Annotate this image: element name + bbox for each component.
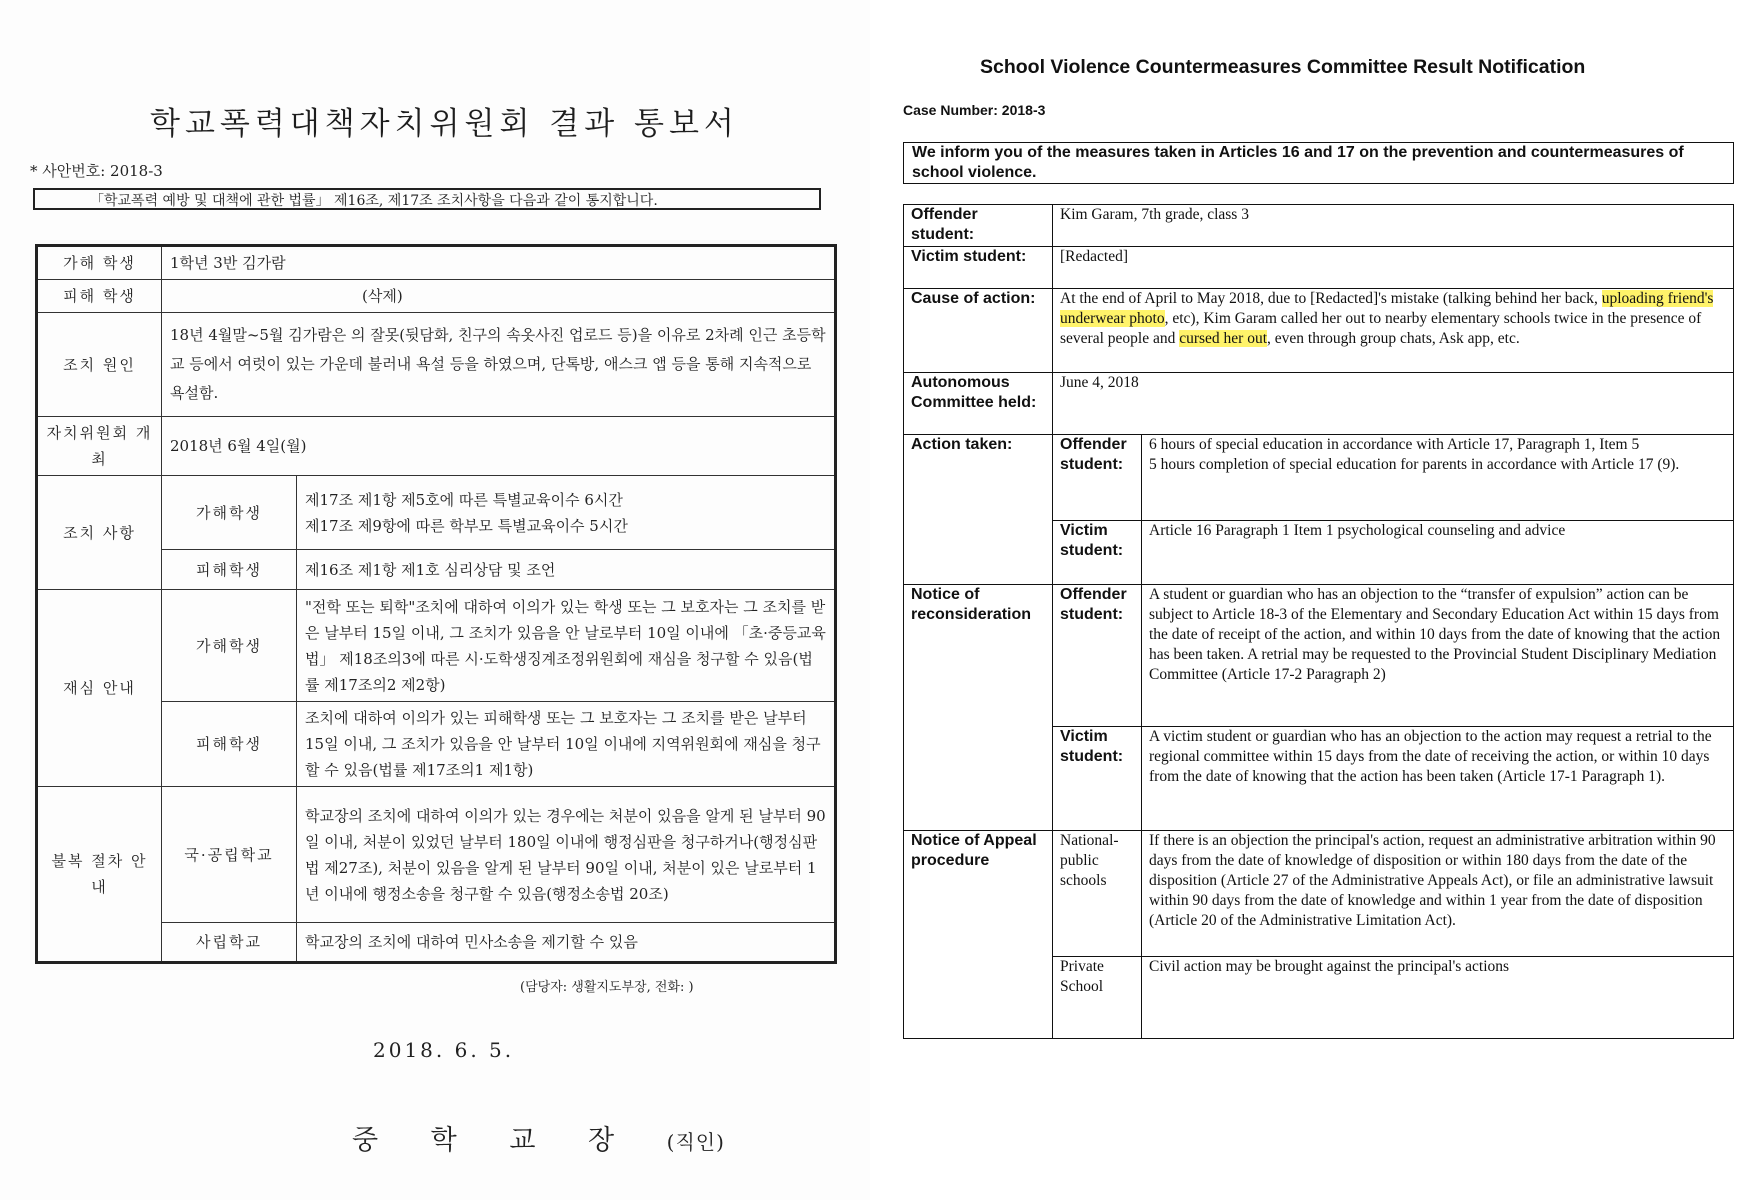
kr-appeal-public-value: 학교장의 조치에 대하여 이의가 있는 경우에는 처분이 있음을 알게 된 날부터 90일 이내, 처분이 있었던 날부터 180일 이내에 행정심판을 청구하거나(행정심판법 제27조), 처분이 있음을 알게 된 날부터 90일 이내, 처분이 있은 날로부터 1년 이내에 행정소송을 청구할 수 있음(행정소송법 20조) xyxy=(297,787,836,923)
en-offender-label: Offender student: xyxy=(904,205,1053,247)
kr-recon-victim-label: 피해학생 xyxy=(162,702,297,787)
en-cause-part-2: , etc), Kim Garam called her out to nearby elementary schools twice in the presence of several people and xyxy=(1060,310,1702,347)
kr-seal: (직인) xyxy=(666,1130,725,1154)
kr-date: 2018. 6. 5. xyxy=(373,1038,515,1062)
korean-intro-box: 「학교폭력 예방 및 대책에 관한 법률」 제16조, 제17조 조치사항을 다음과 같이 통지합니다. xyxy=(33,188,821,210)
en-cause-part-1: At the end of April to May 2018, due to [Redacted]'s mistake (talking behind her back, xyxy=(1060,290,1602,307)
kr-principal-signature xyxy=(352,1118,725,1157)
korean-case-number: * 사안번호: 2018-3 xyxy=(30,162,163,180)
en-action-victim-value: Article 16 Paragraph 1 Item 1 psychological counseling and advice xyxy=(1142,521,1734,585)
en-appeal-private-value: Civil action may be brought against the principal's actions xyxy=(1142,957,1734,1039)
en-victim-label: Victim student: xyxy=(904,247,1053,289)
en-cause-part-3: , even through group chats, Ask app, etc. xyxy=(1267,330,1520,347)
en-offender-value: Kim Garam, 7th grade, class 3 xyxy=(1053,205,1734,247)
kr-contact: (담당자: 생활지도부장, 전화: ) xyxy=(520,980,694,995)
kr-recon-victim-value: 조치에 대하여 이의가 있는 피해학생 또는 그 보호자는 그 조치를 받은 날부터 15일 이내, 그 조치가 있음을 안 날부터 10일 이내에 지역위원회에 재심을 청구할 수 있음(법률 제17조의1 제1항) xyxy=(297,702,836,787)
kr-appeal-label: 불복 절차 안내 xyxy=(37,787,162,963)
en-cause-value xyxy=(1053,289,1734,373)
kr-action-label: 조치 사항 xyxy=(37,476,162,590)
kr-appeal-private-value: 학교장의 조치에 대하여 민사소송을 제기할 수 있음 xyxy=(297,923,836,963)
kr-action-offender-value xyxy=(297,476,836,550)
en-action-victim-label: Victim student: xyxy=(1053,521,1142,585)
en-cause-highlight-1: uploading friend's underwear photo xyxy=(1060,290,1714,327)
kr-appeal-public-label: 국·공립학교 xyxy=(162,787,297,923)
en-cause-highlight-2: cursed her out xyxy=(1179,330,1268,347)
english-title: School Violence Countermeasures Committee Result Notification xyxy=(980,56,1586,78)
english-document xyxy=(880,0,1750,1200)
en-action-offender-value xyxy=(1142,435,1734,521)
en-action-offender-label: Offender student: xyxy=(1053,435,1142,521)
en-action-offender-line-1: 6 hours of special education in accordance with Article 17, Paragraph 1, Item 5 xyxy=(1149,436,1640,453)
kr-recon-offender-label: 가해학생 xyxy=(162,590,297,702)
kr-appeal-private-label: 사립학교 xyxy=(162,923,297,963)
kr-principal: 중 학 교 장 xyxy=(352,1125,637,1156)
kr-action-victim-value: 제16조 제1항 제1호 심리상담 및 조언 xyxy=(297,550,836,590)
kr-action-offender-line-2: 제17조 제9항에 따른 학부모 특별교육이수 5시간 xyxy=(305,516,628,535)
english-table xyxy=(903,204,1734,1039)
kr-cause-value: 18년 4월말~5월 김가람은 의 잘못(뒷담화, 친구의 속옷사진 업로드 등)을 이유로 2차례 인근 초등학교 등에서 여럿이 있는 가운데 불러내 욕설 등을 하였으며, 단톡방, 애스크 앱 등을 통해 지속적으로 욕설함. xyxy=(162,313,836,417)
kr-committee-label: 자치위원회 개최 xyxy=(37,417,162,476)
en-cause-label: Cause of action: xyxy=(904,289,1053,373)
kr-cause-label: 조치 원인 xyxy=(37,313,162,417)
en-recon-victim-label: Victim student: xyxy=(1053,727,1142,831)
en-committee-label: Autonomous Committee held: xyxy=(904,373,1053,435)
korean-document xyxy=(0,0,870,1200)
korean-title: 학교폭력대책자치위원회 결과 통보서 xyxy=(150,106,739,142)
en-action-offender-line-2: 5 hours completion of special education for parents in accordance with Article 17 (9). xyxy=(1149,456,1680,473)
en-appeal-private-label: Private School xyxy=(1053,957,1142,1039)
en-appeal-label: Notice of Appeal procedure xyxy=(904,831,1053,1039)
en-appeal-public-label: National-public schools xyxy=(1053,831,1142,957)
kr-recon-label: 재심 안내 xyxy=(37,590,162,787)
en-appeal-public-value: If there is an objection the principal's action, request an administrative arbitration within 90 days from the date of knowledge of disposition or within 180 days from the date of the disposition (Article 27 of the Administrative Appeals Act), or file an administrative lawsuit within 90 days from the date of knowledge and within 1 year from the date of disposition (Article 20 of the Administrative Limitation Act). xyxy=(1142,831,1734,957)
kr-offender-label: 가해 학생 xyxy=(37,246,162,280)
korean-table xyxy=(35,244,837,964)
en-victim-value: [Redacted] xyxy=(1053,247,1734,289)
en-recon-victim-value: A victim student or guardian who has an objection to the action may request a retrial to the regional committee within 15 days from the date of receiving the action, or within 10 days from the date of knowing that the action has been taken (Article 17-1 Paragraph 1). xyxy=(1142,727,1734,831)
en-committee-value: June 4, 2018 xyxy=(1053,373,1734,435)
kr-offender-value: 1학년 3반 김가람 xyxy=(162,246,836,280)
kr-committee-value: 2018년 6월 4일(월) xyxy=(162,417,836,476)
en-recon-offender-label: Offender student: xyxy=(1053,585,1142,727)
kr-action-offender-line-1: 제17조 제1항 제5호에 따른 특별교육이수 6시간 xyxy=(305,490,623,509)
kr-victim-value: (삭제) xyxy=(162,280,836,313)
kr-action-offender-label: 가해학생 xyxy=(162,476,297,550)
en-action-label: Action taken: xyxy=(904,435,1053,585)
kr-victim-label: 피해 학생 xyxy=(37,280,162,313)
kr-recon-offender-value: "전학 또는 퇴학"조치에 대하여 이의가 있는 학생 또는 그 보호자는 그 조치를 받은 날부터 15일 이내, 그 조치가 있음을 안 날로부터 10일 이내에 「초·중등교육법」 제18조의3에 따른 시·도학생징계조정위원회에 재심을 청구할 수 있음(법률 제17조의2 제2항) xyxy=(297,590,836,702)
english-case-number: Case Number: 2018-3 xyxy=(903,102,1046,118)
english-intro-box: We inform you of the measures taken in Articles 16 and 17 on the prevention and countermeasures of school violence. xyxy=(903,142,1734,184)
en-recon-label: Notice of reconsideration xyxy=(904,585,1053,831)
en-recon-offender-value: A student or guardian who has an objection to the “transfer of expulsion” action can be subject to Article 18-3 of the Elementary and Secondary Education Act within 15 days from the date of receipt of the action, and within 10 days from the date of knowing that the action has been taken. A retrial may be requested to the Provincial Student Disciplinary Mediation Committee (Article 17-2 Paragraph 2) xyxy=(1142,585,1734,727)
kr-action-victim-label: 피해학생 xyxy=(162,550,297,590)
